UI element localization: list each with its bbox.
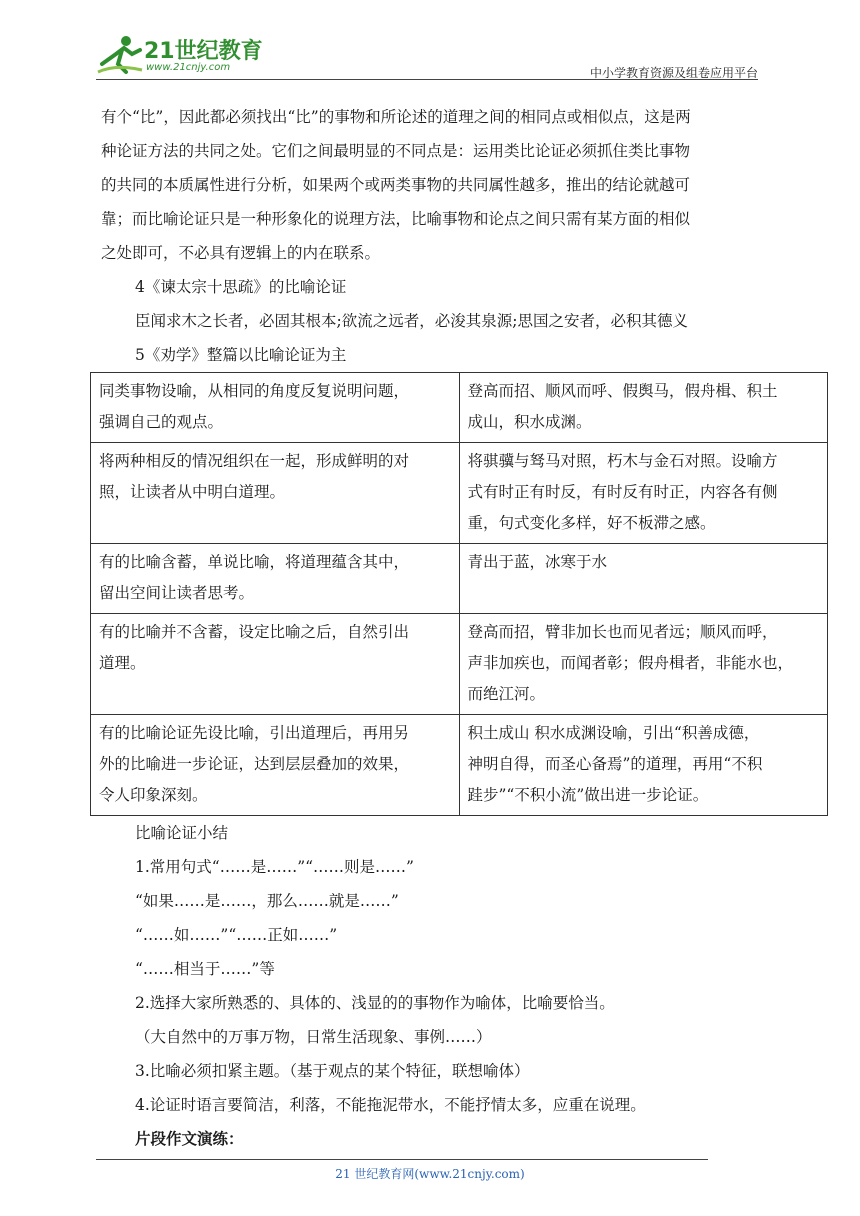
cell-line: 式有时正有时反，有时反有时正，内容各有侧 xyxy=(467,483,778,501)
cell-line: 将骐骥与驽马对照，朽木与金石对照。设喻方 xyxy=(467,452,778,470)
runner-logo-icon xyxy=(96,34,144,76)
table-cell-example xyxy=(459,373,828,443)
body-line: 种论证方法的共同之处。它们之间最明显的不同点是：运用类比论证必须抓住类比事物 xyxy=(101,142,691,160)
cell-line: 将两种相反的情况组织在一起，形成鲜明的对 xyxy=(99,452,410,470)
summary-line: 2.选择大家所熟悉的、具体的、浅显的的事物作为喻体，比喻要恰当。 xyxy=(135,994,615,1012)
body-line: 之处即可，不必具有逻辑上的内在联系。 xyxy=(101,244,381,262)
document-body xyxy=(99,100,794,1156)
logo-text: 21世纪教育 xyxy=(144,39,263,64)
summary-line: “……如……”“……正如……” xyxy=(135,926,338,944)
summary-line: “……相当于……”等 xyxy=(135,960,275,978)
table-cell-example xyxy=(459,544,828,614)
footer-divider xyxy=(96,1159,708,1160)
cell-line: 声非加疾也，而闻者彰；假舟楫者，非能水也， xyxy=(467,654,794,672)
section-4-quote: 臣闻求木之长者，必固其根本;欲流之远者，必浚其泉源;思国之安者，必积其德义 xyxy=(135,312,688,330)
summary-title: 比喻论证小结 xyxy=(135,824,229,842)
table-row xyxy=(91,614,828,715)
metaphor-table xyxy=(90,372,828,816)
cell-line: 登高而招，臂非加长也而见者远；顺风而呼， xyxy=(467,623,778,641)
cell-line: 道理。 xyxy=(99,654,146,672)
cell-line: 强调自己的观点。 xyxy=(99,413,224,431)
table-cell-method xyxy=(91,373,460,443)
header-divider xyxy=(96,79,758,80)
cell-line: 留出空间让读者思考。 xyxy=(99,584,255,602)
cell-line: 照，让读者从中明白道理。 xyxy=(99,483,286,501)
summary-line: 3.比喻必须扣紧主题。（基于观点的某个特征，联想喻体） xyxy=(135,1062,530,1080)
cell-line: 同类事物设喻，从相同的角度反复说明问题， xyxy=(99,382,410,400)
section-4-title: 4《谏太宗十思疏》的比喻论证 xyxy=(135,278,347,296)
cell-line: 成山，积水成渊。 xyxy=(467,413,592,431)
page-footer: 21 世纪教育网(www.21cnjy.com) xyxy=(335,1167,525,1181)
table-row xyxy=(91,443,828,544)
table-cell-method xyxy=(91,614,460,715)
cell-line: 有的比喻含蓄，单说比喻，将道理蕴含其中， xyxy=(99,553,410,571)
cell-line: 青出于蓝，冰寒于水 xyxy=(467,553,608,571)
table-cell-method xyxy=(91,715,460,816)
table-row xyxy=(91,544,828,614)
table-cell-example xyxy=(459,443,828,544)
section-5-title: 5《劝学》整篇以比喻论证为主 xyxy=(135,346,347,364)
body-line: 的共同的本质属性进行分析，如果两个或两类事物的共同属性越多，推出的结论就越可 xyxy=(101,176,691,194)
page-header xyxy=(96,28,758,80)
table-cell-method xyxy=(91,443,460,544)
table-cell-example xyxy=(459,614,828,715)
platform-name: 中小学教育资源及组卷应用平台 xyxy=(589,66,758,80)
summary-line: 4.论证时语言要简洁，利落，不能拖泥带水，不能抒情太多，应重在说理。 xyxy=(135,1096,646,1114)
cell-line: 重，句式变化多样，好不板滞之感。 xyxy=(467,514,716,532)
cell-line: 神明自得，而圣心备焉”的道理，再用“不积 xyxy=(467,755,763,773)
cell-line: 登高而招、顺风而呼、假舆马，假舟楫、积土 xyxy=(467,382,778,400)
table-row xyxy=(91,373,828,443)
exercise-heading: 片段作文演练： xyxy=(135,1129,244,1148)
cell-line: 令人印象深刻。 xyxy=(99,786,208,804)
table-cell-example xyxy=(459,715,828,816)
summary-line: （大自然中的万事万物，日常生活现象、事例……） xyxy=(135,1028,492,1046)
cell-line: 跬步”“不积小流”做出进一步论证。 xyxy=(467,786,709,804)
body-line: 靠；而比喻论证只是一种形象化的说理方法，比喻事物和论点之间只需有某方面的相似 xyxy=(101,210,691,228)
cell-line: 而绝江河。 xyxy=(467,685,546,703)
cell-line: 外的比喻进一步论证，达到层层叠加的效果， xyxy=(99,755,410,773)
table-row xyxy=(91,715,828,816)
summary-line: “如果……是……，那么……就是……” xyxy=(135,892,399,910)
cell-line: 有的比喻并不含蓄，设定比喻之后，自然引出 xyxy=(99,623,410,641)
body-line: 有个“比”，因此都必须找出“比”的事物和所论述的道理之间的相同点或相似点，这是两 xyxy=(101,108,691,126)
site-logo xyxy=(96,34,266,76)
table-cell-method xyxy=(91,544,460,614)
logo-subtext: www.21cnjy.com xyxy=(146,62,231,73)
summary-line: 1.常用句式“……是……”“……则是……” xyxy=(135,858,414,876)
cell-line: 积土成山 积水成渊设喻，引出“积善成德， xyxy=(467,724,760,742)
cell-line: 有的比喻论证先设比喻，引出道理后，再用另 xyxy=(99,724,410,742)
